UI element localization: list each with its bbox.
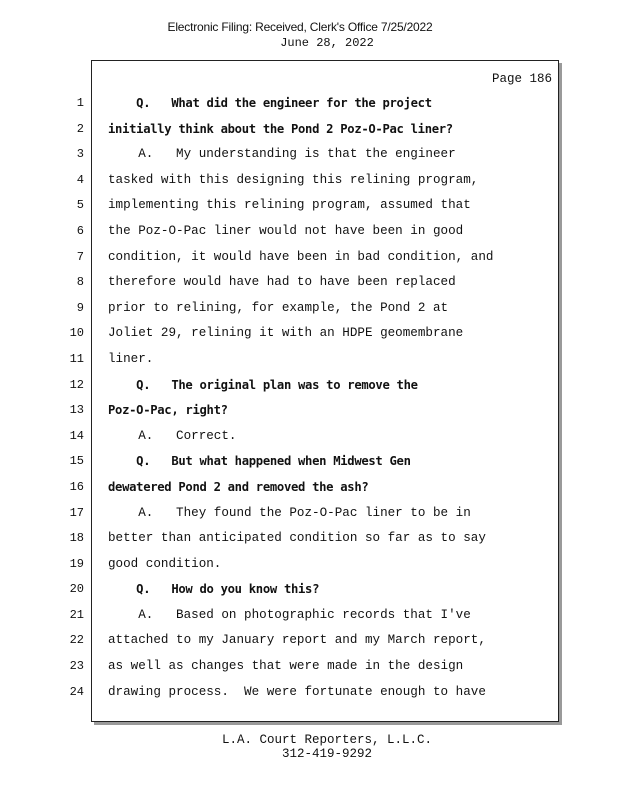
line-number: 2 (76, 121, 84, 136)
line-number: 24 (69, 684, 84, 699)
answer-text: good condition. (108, 556, 222, 571)
transcript-line (0, 506, 618, 532)
line-number: 16 (69, 479, 84, 494)
answer-text: as well as changes that were made in the design (108, 659, 464, 674)
transcript-line (0, 96, 618, 122)
transcript-line (0, 685, 618, 711)
answer-text: condition, it would have been in bad condition, and (108, 249, 494, 264)
transcript-line (0, 403, 618, 429)
transcript-line (0, 122, 618, 148)
question-text: Poz-O-Pac, right? (108, 403, 228, 418)
question-text: Q. The original plan was to remove the (108, 377, 418, 392)
transcript-line (0, 352, 618, 378)
answer-text: tasked with this designing this relining program, (108, 172, 479, 187)
transcript-line (0, 378, 618, 404)
transcript-line (0, 557, 618, 583)
transcript-line (0, 147, 618, 173)
line-number: 19 (69, 556, 84, 571)
question-text: Q. What did the engineer for the project (108, 96, 432, 110)
answer-text: A. Correct. (108, 428, 237, 443)
transcript-line (0, 326, 618, 352)
answer-text: A. Based on photographic records that I've (108, 607, 471, 622)
reporter-phone: 312-419-9292 (281, 747, 372, 761)
transcript-line (0, 173, 618, 199)
answer-text: better than anticipated condition so far as to say (108, 531, 486, 546)
question-text: Q. How do you know this? (108, 582, 320, 597)
line-number: 13 (69, 403, 84, 418)
line-number: 10 (69, 326, 84, 341)
question-text: Q. But what happened when Midwest Gen (108, 454, 411, 469)
transcript-line (0, 633, 618, 659)
transcript-line (0, 582, 618, 608)
answer-text: liner. (108, 351, 154, 366)
line-number: 23 (69, 659, 84, 674)
line-number: 6 (76, 223, 84, 238)
line-number: 3 (76, 147, 84, 162)
transcript-line (0, 659, 618, 685)
line-number: 14 (69, 428, 84, 443)
transcript-line (0, 608, 618, 634)
line-number: 18 (69, 531, 84, 546)
line-number: 22 (69, 633, 84, 648)
line-number: 20 (69, 582, 84, 597)
answer-text: A. My understanding is that the engineer (108, 147, 456, 162)
filing-stamp: Electronic Filing: Received, Clerk's Office 7/25/2022 (167, 20, 433, 34)
line-number: 17 (69, 505, 84, 520)
answer-text: the Poz-O-Pac liner would not have been in good (108, 223, 464, 238)
line-number: 15 (69, 454, 84, 469)
answer-text: therefore would have had to have been replaced (108, 275, 456, 290)
answer-text: implementing this relining program, assumed that (108, 198, 471, 213)
line-number: 12 (69, 377, 84, 392)
page-number: Page 186 (491, 72, 552, 86)
footer (0, 733, 618, 761)
transcript-line (0, 480, 618, 506)
header-date: June 28, 2022 (280, 36, 374, 50)
transcript-line (0, 250, 618, 276)
transcript-lines (0, 96, 618, 710)
line-number: 8 (76, 275, 84, 290)
line-number: 21 (69, 607, 84, 622)
transcript-line (0, 301, 618, 327)
answer-text: A. They found the Poz-O-Pac liner to be in (108, 505, 471, 520)
line-number: 4 (76, 172, 84, 187)
line-number: 7 (76, 249, 84, 264)
question-text: initially think about the Pond 2 Poz-O-Pac liner? (108, 121, 453, 136)
line-number: 11 (69, 351, 84, 366)
line-number: 9 (76, 300, 84, 315)
transcript-line (0, 429, 618, 455)
transcript-line (0, 224, 618, 250)
transcript-line (0, 275, 618, 301)
transcript-line (0, 198, 618, 224)
reporter-company: L.A. Court Reporters, L.L.C. (221, 733, 433, 747)
line-number: 1 (76, 96, 84, 110)
answer-text: attached to my January report and my March report, (108, 633, 486, 648)
answer-text: drawing process. We were fortunate enough to have (108, 684, 486, 699)
answer-text: prior to relining, for example, the Pond 2 at (108, 300, 449, 315)
transcript-line (0, 454, 618, 480)
transcript-line (0, 531, 618, 557)
line-number: 5 (76, 198, 84, 213)
answer-text: Joliet 29, relining it with an HDPE geomembrane (108, 326, 464, 341)
question-text: dewatered Pond 2 and removed the ash? (108, 479, 369, 494)
